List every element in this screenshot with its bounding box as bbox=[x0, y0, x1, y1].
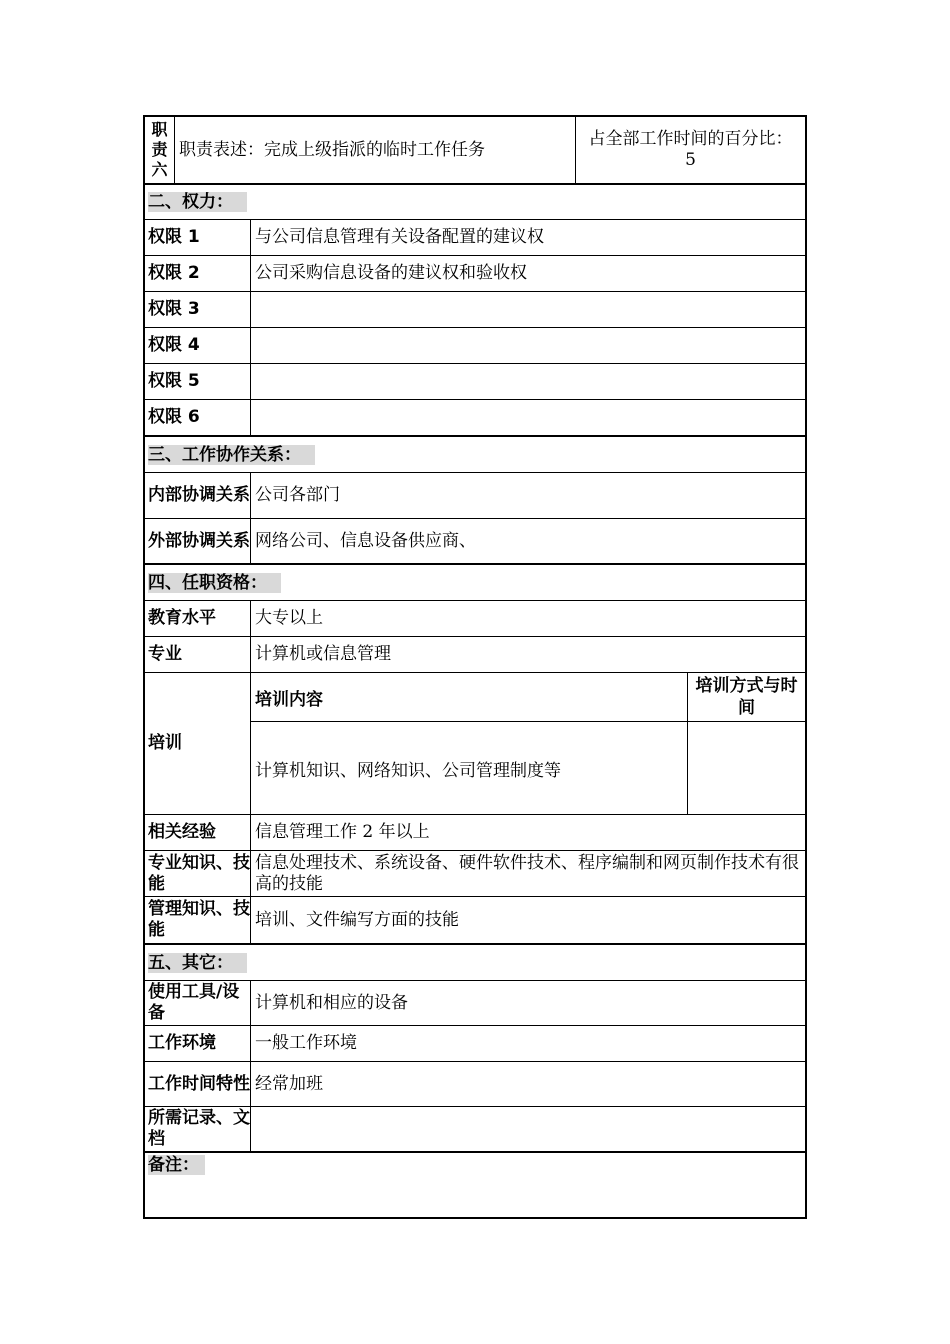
environment-row bbox=[145, 1026, 805, 1062]
training-row bbox=[145, 673, 805, 815]
notes-block bbox=[145, 1153, 805, 1217]
tools-row bbox=[145, 981, 805, 1026]
experience-row bbox=[145, 815, 805, 851]
education-row bbox=[145, 601, 805, 637]
major-row bbox=[145, 637, 805, 673]
records-label: 所需记录、文档 bbox=[145, 1107, 251, 1151]
section-title: 五、其它： bbox=[148, 953, 247, 973]
environment-value: 一般工作环境 bbox=[255, 1033, 357, 1053]
duty6-label: 职 责 六 bbox=[145, 117, 175, 183]
experience-label: 相关经验 bbox=[145, 815, 251, 850]
section-title: 二、权力： bbox=[148, 192, 247, 212]
experience-value: 信息管理工作 2 年以上 bbox=[255, 822, 430, 842]
training-content: 计算机知识、网络知识、公司管理制度等 bbox=[251, 722, 688, 814]
external-coordination-label: 外部协调关系 bbox=[145, 519, 251, 563]
authority-value bbox=[251, 364, 805, 399]
training-content-header: 培训内容 bbox=[251, 673, 688, 722]
section-title: 三、工作协作关系： bbox=[148, 445, 315, 465]
section-other-header bbox=[145, 945, 805, 981]
notes-title: 备注： bbox=[148, 1155, 205, 1175]
authority-row bbox=[145, 256, 805, 292]
authority-label: 权限 1 bbox=[145, 220, 251, 255]
authority-value: 与公司信息管理有关设备配置的建议权 bbox=[255, 227, 544, 247]
authority-value bbox=[251, 292, 805, 327]
authority-row bbox=[145, 364, 805, 400]
records-row bbox=[145, 1107, 805, 1153]
authority-row bbox=[145, 292, 805, 328]
professional-skills-row bbox=[145, 851, 805, 897]
section-cooperation-header bbox=[145, 437, 805, 473]
external-coordination-row bbox=[145, 519, 805, 565]
management-skills-row bbox=[145, 897, 805, 945]
section-qualification-header bbox=[145, 565, 805, 601]
authority-value bbox=[251, 328, 805, 363]
training-label: 培训 bbox=[145, 673, 251, 814]
internal-coordination-row bbox=[145, 473, 805, 519]
authority-row bbox=[145, 400, 805, 437]
authority-row bbox=[145, 328, 805, 364]
duty6-description: 职责表述：完成上级指派的临时工作任务 bbox=[175, 117, 576, 183]
authority-label: 权限 6 bbox=[145, 400, 251, 435]
major-label: 专业 bbox=[145, 637, 251, 672]
work-time-value: 经常加班 bbox=[255, 1073, 323, 1094]
training-method-header: 培训方式与时间 bbox=[688, 673, 805, 722]
authority-label: 权限 2 bbox=[145, 256, 251, 291]
work-time-label: 工作时间特性 bbox=[145, 1062, 251, 1106]
education-label: 教育水平 bbox=[145, 601, 251, 636]
job-description-table bbox=[143, 115, 807, 1219]
authority-label: 权限 3 bbox=[145, 292, 251, 327]
education-value: 大专以上 bbox=[255, 608, 323, 628]
work-time-row bbox=[145, 1062, 805, 1107]
authority-value bbox=[251, 400, 805, 435]
section-authority-header bbox=[145, 185, 805, 220]
environment-label: 工作环境 bbox=[145, 1026, 251, 1061]
training-method bbox=[688, 722, 805, 814]
authority-value: 公司采购信息设备的建议权和验收权 bbox=[255, 263, 527, 283]
records-value bbox=[251, 1107, 805, 1151]
section-title: 四、任职资格： bbox=[148, 573, 281, 593]
duty6-row bbox=[145, 117, 805, 185]
tools-label: 使用工具/设备 bbox=[145, 981, 251, 1025]
authority-row bbox=[145, 220, 805, 256]
management-skills-label: 管理知识、技能 bbox=[145, 897, 251, 943]
duty6-percent: 占全部工作时间的百分比：5 bbox=[588, 129, 793, 170]
management-skills-value: 培训、文件编写方面的技能 bbox=[255, 909, 459, 930]
internal-coordination-label: 内部协调关系 bbox=[145, 473, 251, 518]
professional-skills-label: 专业知识、技能 bbox=[145, 851, 251, 896]
external-coordination-value: 网络公司、信息设备供应商、 bbox=[255, 530, 476, 551]
authority-label: 权限 5 bbox=[145, 364, 251, 399]
tools-value: 计算机和相应的设备 bbox=[255, 992, 408, 1013]
authority-label: 权限 4 bbox=[145, 328, 251, 363]
professional-skills-value: 信息处理技术、系统设备、硬件软件技术、程序编制和网页制作技术有很高的技能 bbox=[255, 852, 799, 894]
internal-coordination-value: 公司各部门 bbox=[255, 485, 340, 505]
major-value: 计算机或信息管理 bbox=[255, 644, 391, 664]
